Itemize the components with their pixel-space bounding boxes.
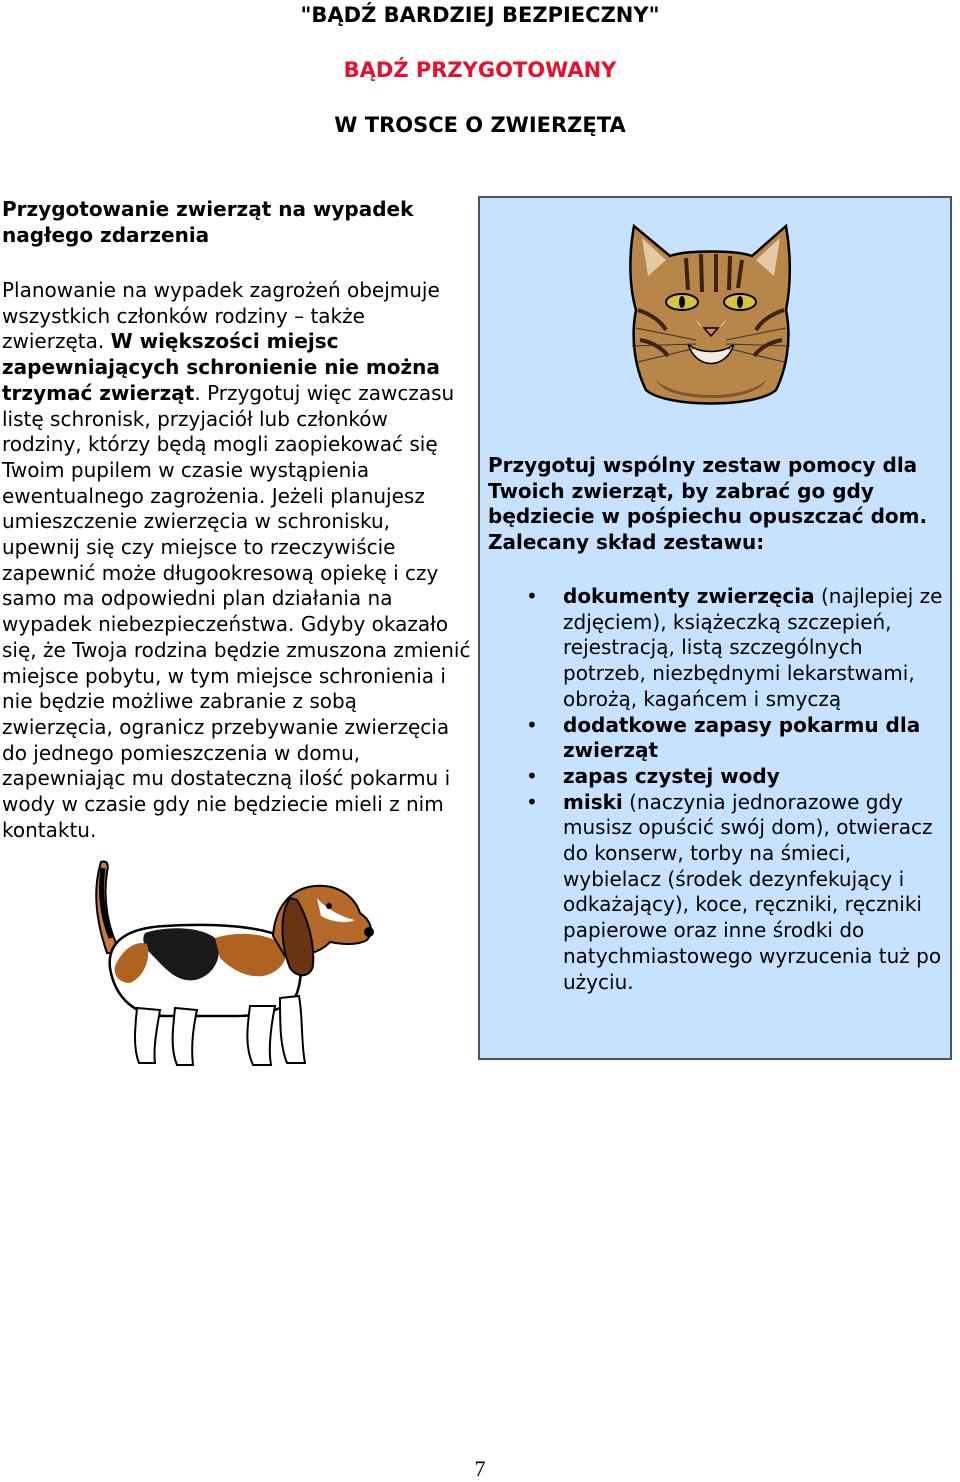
document-subtitle: BĄDŹ PRZYGOTOWANY — [343, 58, 617, 82]
kit-item-bold: dodatkowe zapasy pokarmu dla zwierząt — [563, 712, 921, 763]
kit-item-text: (naczynia jednorazowe gdy musisz opuścić swój dom), otwieracz do konserw, torby na śmieci, wybielacz (środek dezynfekujący i odkażający), koce, ręczniki, ręczniki papierowe oraz inne środki do natychmiastowego wyrzucenia tuż po użyciu. — [563, 789, 942, 994]
kit-item — [488, 713, 948, 764]
kit-item-bold: miski — [563, 789, 623, 814]
kit-item-text: (najlepiej ze zdjęciem), książeczką szczepień, rejestracją, listą szczególnych potrzeb, niezbędnymi lekarstwami, obrożą, kagańcem i smyczą — [563, 584, 943, 711]
section-heading: W TROSCE O ZWIERZĘTA — [334, 113, 626, 137]
document-title: "BĄDŹ BARDZIEJ BEZPIECZNY" — [300, 3, 660, 27]
page-number: 7 — [474, 1456, 486, 1481]
kit-intro: Przygotuj wspólny zestaw pomocy dla Twoich zwierząt, by zabrać go gdy będziecie w pośpiechu opuszczać dom. Zalecany skład zestawu: — [488, 453, 928, 555]
article-rest: . Przygotuj więc zawczasu listę schronisk, przyjaciół lub członków rodziny, którzy będą mogli zaopiekować się Twoim pupilem w czasie wystąpienia ewentualnego zagrożenia. Jeżeli planujesz umieszczenie zwierzęcia w schronisku, upewnij się czy miejsce to rzeczywiście zapewnić może długookresową opiekę i czy samo ma odpowiedni plan działania na wypadek niebezpieczeństwa. Gdyby okazało się, że Twoja rodzina będzie zmuszona zmienić miejsce pobytu, w tym miejsce schronienia i nie będzie możliwe zabranie z sobą zwierzęcia, ogranicz przebywanie zwierzęcia do jednego pomieszczenia w domu, zapewniając mu dostateczną ilość pokarmu i wody w czasie gdy nie będziecie mieli z nim kontaktu. — [2, 380, 471, 842]
kit-item — [488, 584, 948, 713]
kit-item-bold: dokumenty zwierzęcia — [563, 584, 815, 608]
article-title: Przygotowanie zwierząt na wypadek nagłego zdarzenia — [2, 197, 414, 247]
article-intro: Planowanie na wypadek zagrożeń obejmuje wszystkich członków rodziny – także zwierzęta. — [2, 278, 440, 354]
cat-illustration — [626, 220, 796, 412]
article-body — [2, 278, 472, 843]
kit-item — [488, 790, 948, 996]
kit-list — [488, 584, 948, 995]
kit-item-bold: zapas czystej wody — [563, 763, 780, 788]
kit-item — [488, 764, 948, 790]
dog-illustration — [85, 858, 380, 1073]
article-bold-note: W większości miejsc zapewniających schronienie nie można trzymać zwierząt — [2, 329, 440, 405]
